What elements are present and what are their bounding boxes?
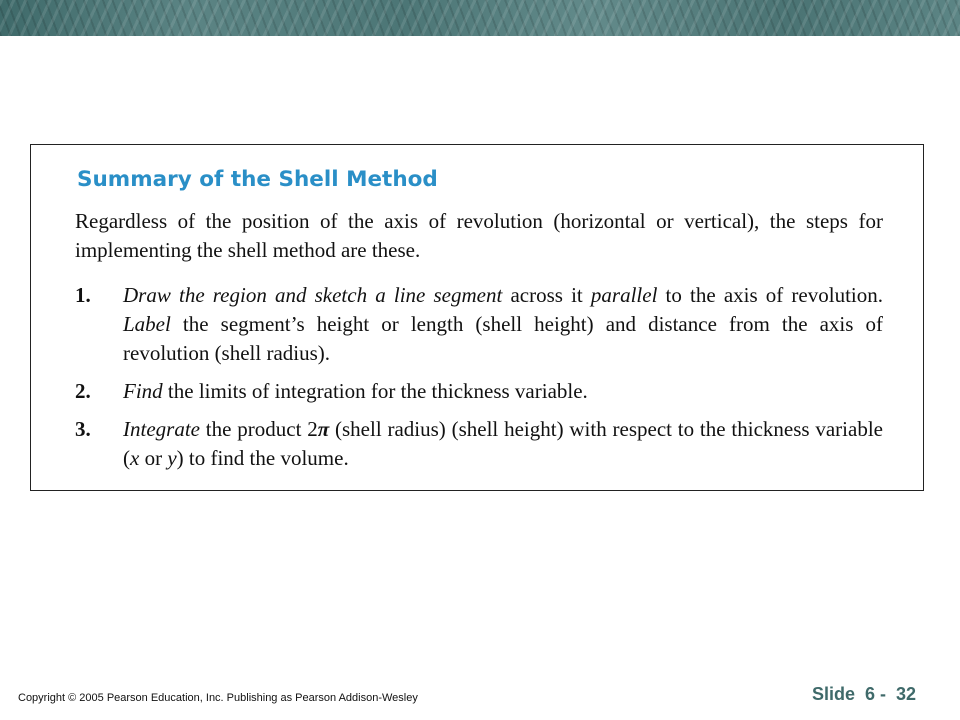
step-phrase: across it (502, 283, 591, 307)
step-3 (75, 415, 883, 473)
step-phrase: or (139, 446, 168, 470)
slide-number: Slide 6 - 32 (812, 684, 917, 704)
summary-title: Summary of the Shell Method (77, 167, 438, 192)
variable-x: x (130, 446, 140, 470)
summary-intro: Regardless of the position of the axis of revolution (horizontal or vertical), the steps for implementing the shell method are these. (75, 209, 883, 262)
step-text (123, 377, 883, 406)
step-phrase: (shell radius) (shell height) with respect to the thickness variable ( (123, 417, 883, 470)
step-phrase: the segment’s height or length (shell height) and distance from the axis of revolution (shell radius). (123, 312, 883, 365)
pi-symbol: π (317, 417, 330, 441)
step-phrase: Label (123, 312, 171, 336)
step-phrase: Find (123, 379, 163, 403)
step-number: 3. (75, 417, 91, 441)
step-1 (75, 281, 883, 368)
step-phrase: parallel (590, 283, 658, 307)
step-phrase: to the axis of revolution. (657, 283, 883, 307)
footer-copyright: Copyright © 2005 Pearson Education, Inc. Publishing as Pearson Addison-Wesley (18, 692, 418, 704)
step-phrase: the product 2 (199, 417, 318, 441)
summary-box (30, 144, 924, 491)
step-2 (75, 377, 883, 406)
step-phrase: Integrate (123, 417, 200, 441)
step-text (123, 281, 883, 368)
step-phrase: the limits of integration for the thickness variable. (162, 379, 588, 403)
step-text (123, 415, 883, 473)
step-phrase: ) to find the volume. (176, 446, 349, 470)
step-number: 1. (75, 283, 91, 307)
step-phrase: Draw the region and sketch a line segment (123, 283, 503, 307)
variable-y: y (167, 446, 177, 470)
step-number: 2. (75, 379, 91, 403)
top-banner (0, 0, 960, 36)
